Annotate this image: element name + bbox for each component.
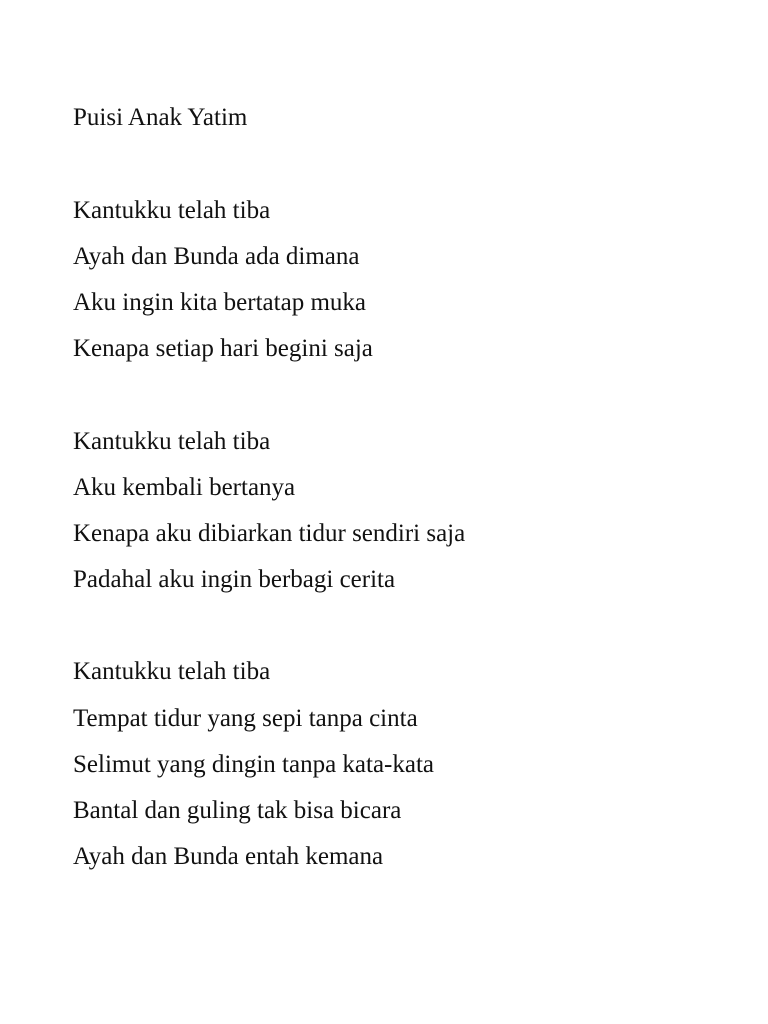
poem-line: Aku ingin kita bertatap muka bbox=[73, 289, 366, 316]
poem-line: Kenapa setiap hari begini saja bbox=[73, 335, 373, 362]
poem-line: Bantal dan guling tak bisa bicara bbox=[73, 797, 402, 824]
poem-line: Kenapa aku dibiarkan tidur sendiri saja bbox=[73, 520, 466, 547]
poem-title: Puisi Anak Yatim bbox=[73, 104, 248, 131]
poem-line: Ayah dan Bunda entah kemana bbox=[73, 843, 384, 870]
poem-line: Selimut yang dingin tanpa kata-kata bbox=[73, 751, 435, 778]
poem-line: Tempat tidur yang sepi tanpa cinta bbox=[73, 705, 418, 732]
poem-line: Kantukku telah tiba bbox=[73, 658, 271, 685]
poem-line: Kantukku telah tiba bbox=[73, 428, 271, 455]
poem-line: Ayah dan Bunda ada dimana bbox=[73, 243, 360, 270]
poem-line: Padahal aku ingin berbagi cerita bbox=[73, 566, 396, 593]
poem-line: Kantukku telah tiba bbox=[73, 197, 271, 224]
poem-line: Aku kembali bertanya bbox=[73, 474, 296, 501]
